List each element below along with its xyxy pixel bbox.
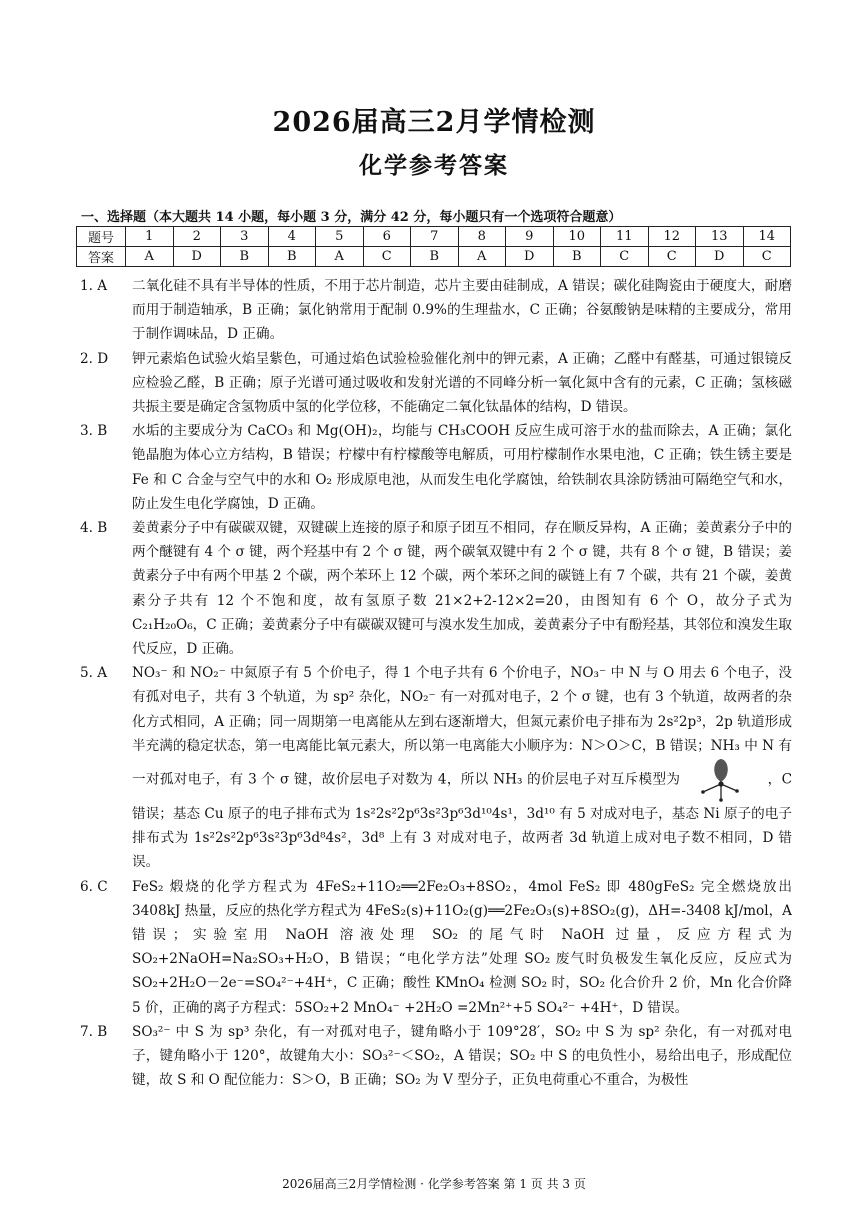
question-number: 5	[316, 227, 364, 247]
question-number: 8	[458, 227, 506, 247]
explanation-item	[80, 1020, 792, 1093]
question-number: 11	[601, 227, 649, 247]
item-text: 钾元素焰色试验火焰呈紫色，可通过焰色试验检验催化剂中的钾元素，A 正确；乙醛中有醛基，可通过银镜反应检验乙醛，B 正确；原子光谱可通过吸收和发射光谱的不同峰分析一氧化氮中含有的元素，C 正确；氢核磁共振主要是确定含氢物质中氢的化学位移，不能确定二氧化钛晶体的结构，D 错误。	[132, 350, 792, 416]
answer-cell: B	[221, 247, 269, 267]
explanation-item	[80, 419, 792, 516]
question-number: 3	[221, 227, 269, 247]
page-subtitle: 化学参考答案	[359, 152, 509, 179]
row-label: 题号	[77, 227, 126, 247]
question-number: 9	[506, 227, 554, 247]
explanation-item	[80, 875, 792, 1020]
item-text: ，C 错误；基态 Cu 原子的电子排布式为 1s²2s²2p⁶3s²3p⁶3d¹⁰4s¹，3d¹⁰ 有 5 对成对电子，基态 Ni 原子的电子排布式为 1s²2s²2p⁶3s²3p⁶3d⁸4s²，3d⁸ 上有 3 对成对电子，故两者 3d 轨道上成对电子数不相同，D 错误。	[132, 771, 792, 871]
answer-row	[77, 247, 791, 267]
answer-cell: D	[696, 247, 744, 267]
item-number: 1. A	[80, 278, 108, 294]
question-number: 14	[743, 227, 791, 247]
item-text: FeS₂ 煅烧的化学方程式为 4FeS₂+11O₂══2Fe₂O₃+8SO₂，4mol FeS₂ 即 480gFeS₂ 完全燃烧放出 3408kJ 热量，反应的热化学方程式为 4FeS₂(s)+11O₂(g)══2Fe₂O₃(s)+8SO₂(g)，ΔH=-3408 kJ/mol，A 错误；实验室用 NaOH 溶液处理 SO₂ 的尾气时 NaOH 过量，反应方程式为 SO₂+2NaOH=Na₂SO₃+H₂O，B 错误；“电化学方法”处理 SO₂ 废气时负极发生氧化反应，反应式为 SO₂+2H₂O－2e⁻=SO₄²⁻+4H⁺，C 正确；酸性 KMnO₄ 检测 SO₂ 时，SO₂ 化合价升 2 价，Mn 化合价降 5 价，正确的离子方程式：5SO₂+2 MnO₄⁻ +2H₂O =2Mn²⁺+5 SO₄²⁻ +4H⁺，D 错误。	[132, 878, 792, 1016]
page-title: 2026届高三2月学情检测	[272, 107, 596, 138]
question-number: 2	[173, 227, 221, 247]
question-number: 10	[553, 227, 601, 247]
question-number-row	[77, 227, 791, 247]
row-label: 答案	[77, 247, 126, 267]
answer-cell: B	[268, 247, 316, 267]
item-text: 二氧化硅不具有半导体的性质，不用于芯片制造，芯片主要由硅制成，A 错误；碳化硅陶瓷由于硬度大，耐磨而用于制造轴承，B 正确；氯化钠常用于配制 0.9%的生理盐水，C 正确；谷氨酸钠是味精的主要成分，常用于制作调味品，D 正确。	[132, 278, 792, 343]
answer-cell: C	[648, 247, 696, 267]
question-number: 4	[268, 227, 316, 247]
explanation-item	[80, 274, 792, 347]
item-text: SO₃²⁻ 中 S 为 sp³ 杂化，有一对孤对电子，键角略小于 109°28′，SO₂ 中 S 为 sp² 杂化，有一对孤对电子，键角略小于 120°，故键角大小：SO₃²⁻＜SO₂，A 错误；SO₂ 中 S 的电负性小，易给出电子，形成配位键，故 S 和 O 配位能力：S＞O，B 正确；SO₂ 为 V 型分子，正负电荷重心不重合，为极性	[132, 1023, 792, 1089]
item-number: 3. B	[80, 423, 108, 440]
question-number: 12	[648, 227, 696, 247]
item-text-group	[132, 661, 792, 874]
page-footer: 2026届高三2月学情检测 · 化学参考答案 第 1 页 共 3 页	[282, 1177, 586, 1191]
nh3-vsepr-model-icon	[689, 758, 759, 802]
answer-cell: C	[601, 247, 649, 267]
item-text: NO₃⁻ 和 NO₂⁻ 中氮原子有 5 个价电子，得 1 个电子共有 6 个价电子，NO₃⁻ 中 N 与 O 用去 6 个电子，没有孤对电子，共有 3 个轨道，为 sp² 杂化，NO₂⁻ 有一对孤对电子，2 个 σ 键，也有 3 个轨道，故两者的杂化方式相同，A 正确；同一周期第一电离能从左到右逐渐增大，但氮元素价电子排布为 2s²2p³，2p 轨道形成半充满的稳定状态，第一电离能比氧元素大，所以第一电离能大小顺序为：N＞O＞C，B 错误；NH₃ 中 N 有一对孤对电子，有 3 个 σ 键，故价层电子对数为 4，所以 NH₃ 的价层电子对互斥模型为	[132, 665, 792, 788]
answer-cell: B	[411, 247, 459, 267]
answer-cell: B	[553, 247, 601, 267]
item-number: 5. A	[80, 665, 108, 682]
item-number: 4. B	[80, 520, 108, 537]
answer-cell: A	[458, 247, 506, 267]
answer-cell: D	[173, 247, 221, 267]
answer-cell: C	[743, 247, 791, 267]
section-heading: 一、选择题（本大题共 14 小题，每小题 3 分，满分 42 分，每小题只有一个选项符合题意）	[81, 210, 622, 225]
answer-cell: C	[363, 247, 411, 267]
answer-cell: A	[316, 247, 364, 267]
item-text: 姜黄素分子中有碳碳双键，双键碳上连接的原子和原子团互不相同，存在顺反异构，A 正确；姜黄素分子中的两个醚键有 4 个 σ 键，两个羟基中有 2 个 σ 键，两个碳氧双键中有 2 个 σ 键，共有 8 个 σ 键，B 错误；姜黄素分子中有两个甲基 2 个碳，两个苯环上 12 个碳，两个苯环之间的碳链上有 7 个碳，共有 21 个碳，姜黄素分子共有 12 个不饱和度，故有氢原子数 21×2+2-12×2=20，由图知有 6 个 O，故分子式为 C₂₁H₂₀O₆，C 正确；姜黄素分子中有碳碳双键可与溴水发生加成，姜黄素分子中有酚羟基，其邻位和溴发生取代反应，D 正确。	[132, 520, 792, 658]
item-number: 2. D	[80, 350, 109, 367]
item-number: 6. C	[80, 878, 108, 895]
explanation-item	[80, 661, 792, 874]
answer-cell: A	[126, 247, 174, 267]
item-number: 7. B	[80, 1023, 108, 1040]
item-text: 水垢的主要成分为 CaCO₃ 和 Mg(OH)₂，均能与 CH₃COOH 反应生成可溶于水的盐而除去，A 正确；氯化铯晶胞为体心立方结构，B 错误；柠檬中有柠檬酸等电解质，可用柠檬制作水果电池，C 正确；铁生锈主要是 Fe 和 C 合金与空气中的水和 O₂ 形成原电池，从而发生电化学腐蚀，给铁制农具涂防锈油可隔绝空气和水，防止发生电化学腐蚀，D 正确。	[132, 423, 792, 512]
explanations	[80, 274, 792, 1093]
question-number: 1	[126, 227, 174, 247]
question-number: 13	[696, 227, 744, 247]
question-number: 7	[411, 227, 459, 247]
question-number: 6	[363, 227, 411, 247]
explanation-item	[80, 347, 792, 420]
answer-cell: D	[506, 247, 554, 267]
answer-table	[76, 226, 791, 267]
explanation-item	[80, 516, 792, 661]
